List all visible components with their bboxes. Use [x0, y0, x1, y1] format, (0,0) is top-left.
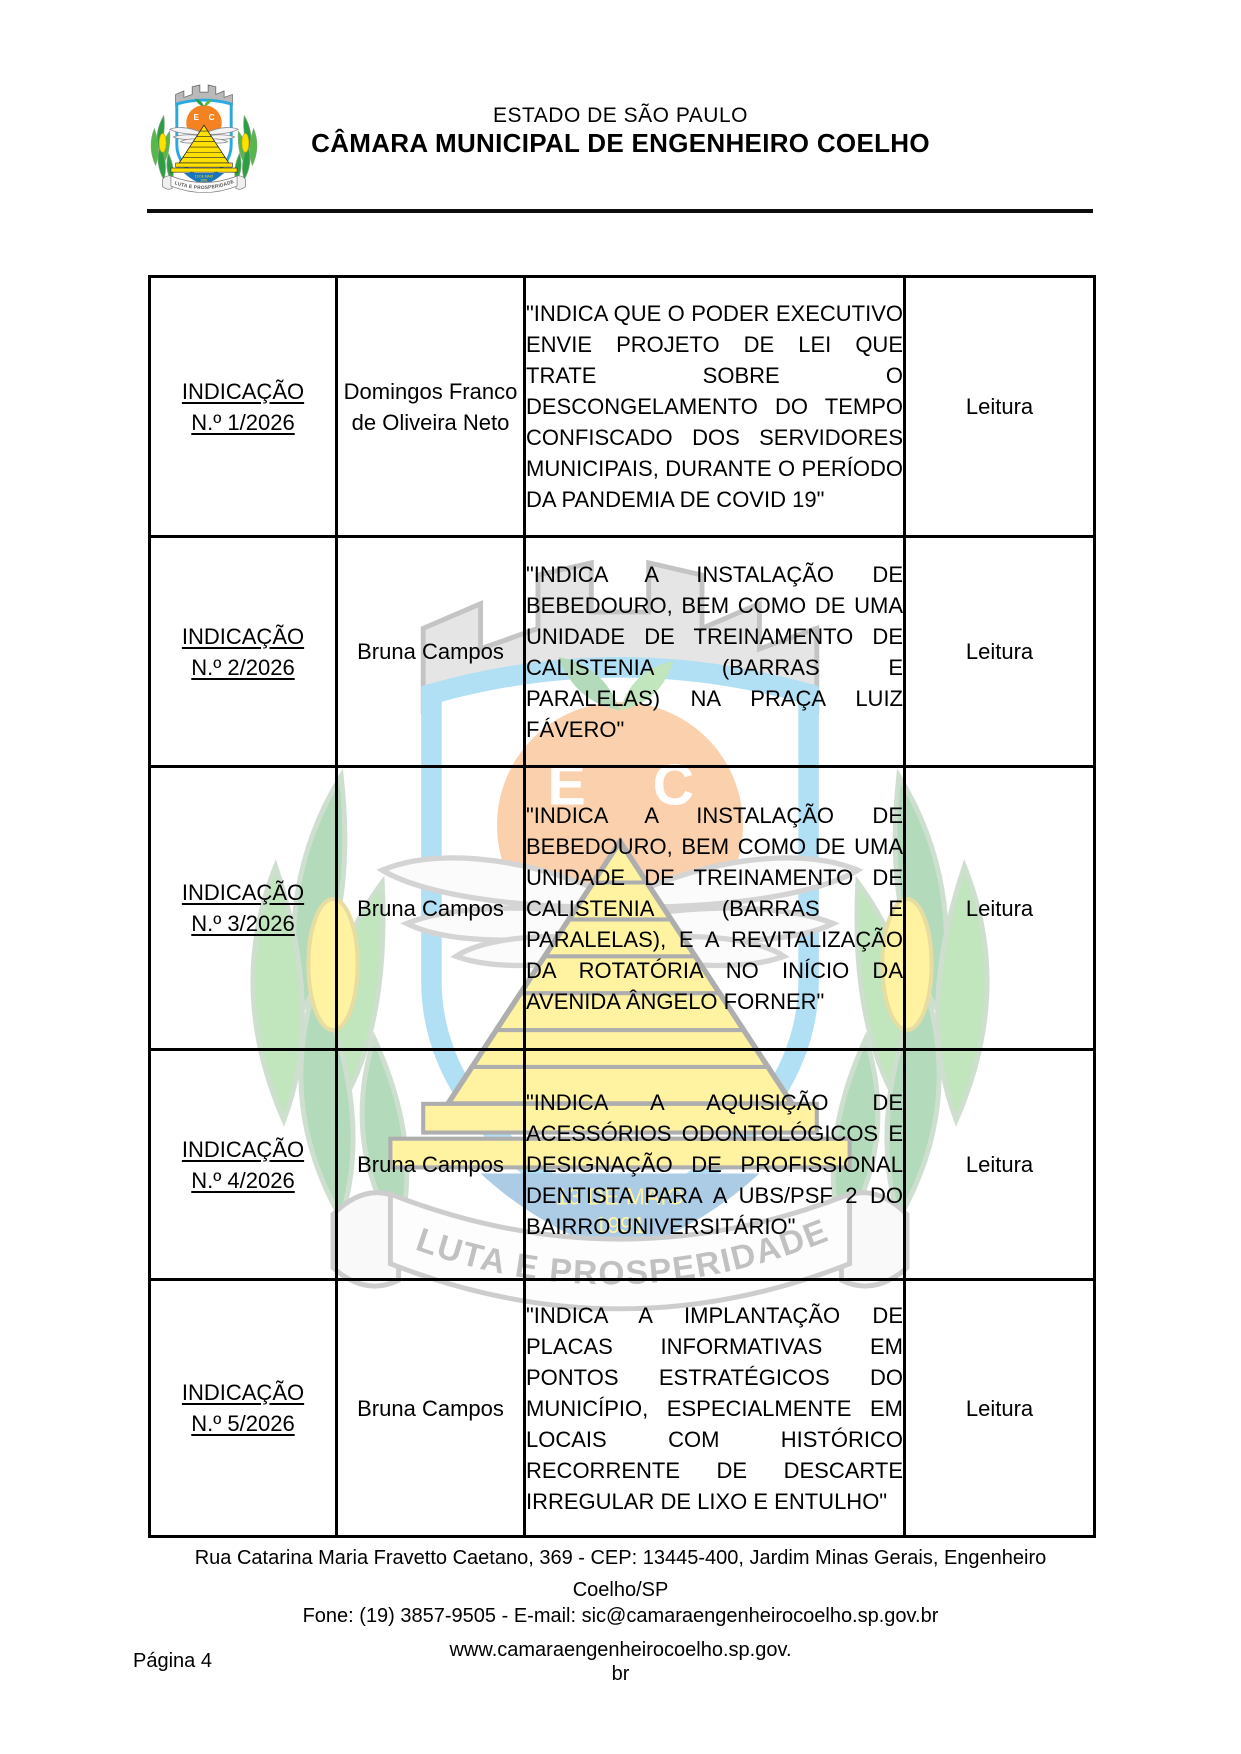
footer-phone-email: Fone: (19) 3857-9505 - E-mail: sic@camaraengenheirocoelho.sp.gov.br	[302, 1605, 939, 1627]
status-label: Leitura	[905, 1050, 1095, 1280]
indication-description: "INDICA A INSTALAÇÃO DE BEBEDOURO, BEM COMO DE UMA UNIDADE DE TREINAMENTO DE CALISTENIA (BARRAS E PARALELAS), E A REVITALIZAÇÃO DA ROTATÓRIA NO INÍCIO DA AVENIDA ÂNGELO FORNER"	[525, 767, 905, 1050]
author-name: Bruna Campos	[337, 1280, 525, 1537]
indication-id: INDICAÇÃO N.º 4/2026	[150, 1050, 337, 1280]
status-label: Leitura	[905, 537, 1095, 767]
indication-description: "INDICA QUE O PODER EXECUTIVO ENVIE PROJETO DE LEI QUE TRATE SOBRE O DESCONGELAMENTO DO TEMPO CONFISCADO DOS SERVIDORES MUNICIPAIS, DURANTE O PERÍODO DA PANDEMIA DE COVID 19"	[525, 277, 905, 537]
status-label: Leitura	[905, 277, 1095, 537]
indications-table	[148, 275, 1096, 1538]
page-number: Página 4	[133, 1650, 212, 1672]
footer-website-line2: br	[611, 1663, 630, 1685]
table-row	[150, 277, 1095, 537]
author-name: Bruna Campos	[337, 767, 525, 1050]
indication-description: "INDICA A IMPLANTAÇÃO DE PLACAS INFORMATIVAS EM PONTOS ESTRATÉGICOS DO MUNICÍPIO, ESPECIALMENTE EM LOCAIS COM HISTÓRICO RECORRENTE DE DESCARTE IRREGULAR DE LIXO E ENTULHO"	[525, 1280, 905, 1537]
indication-description: "INDICA A AQUISIÇÃO DE ACESSÓRIOS ODONTOLÓGICOS E DESIGNAÇÃO DE PROFISSIONAL DENTISTA PARA A UBS/PSF 2 DO BAIRRO UNIVERSITÁRIO"	[525, 1050, 905, 1280]
table-row	[150, 767, 1095, 1050]
indication-id: INDICAÇÃO N.º 5/2026	[150, 1280, 337, 1537]
indication-id: INDICAÇÃO N.º 2/2026	[150, 537, 337, 767]
author-name: Bruna Campos	[337, 537, 525, 767]
footer-website-line1: www.camaraengenheirocoelho.sp.gov.	[449, 1639, 792, 1661]
table-row	[150, 537, 1095, 767]
indication-id: INDICAÇÃO N.º 3/2026	[150, 767, 337, 1050]
header-rule	[147, 209, 1093, 213]
footer-website	[148, 1638, 1093, 1686]
table-row	[150, 1280, 1095, 1537]
state-title: ESTADO DE SÃO PAULO	[493, 104, 748, 127]
author-name: Domingos Franco de Oliveira Neto	[337, 277, 525, 537]
author-name: Bruna Campos	[337, 1050, 525, 1280]
indication-description: "INDICA A INSTALAÇÃO DE BEBEDOURO, BEM COMO DE UMA UNIDADE DE TREINAMENTO DE CALISTENIA (BARRAS E PARALELAS) NA PRAÇA LUIZ FÁVERO"	[525, 537, 905, 767]
table-row	[150, 1050, 1095, 1280]
status-label: Leitura	[905, 767, 1095, 1050]
indication-id: INDICAÇÃO N.º 1/2026	[150, 277, 337, 537]
footer-address-line2: Coelho/SP	[572, 1579, 669, 1601]
footer-address-line1: Rua Catarina Maria Fravetto Caetano, 369 - CEP: 13445-400, Jardim Minas Gerais, Engenheiro	[194, 1547, 1047, 1569]
chamber-title: CÂMARA MUNICIPAL DE ENGENHEIRO COELHO	[311, 128, 930, 158]
footer-address	[148, 1542, 1093, 1606]
status-label: Leitura	[905, 1280, 1095, 1537]
